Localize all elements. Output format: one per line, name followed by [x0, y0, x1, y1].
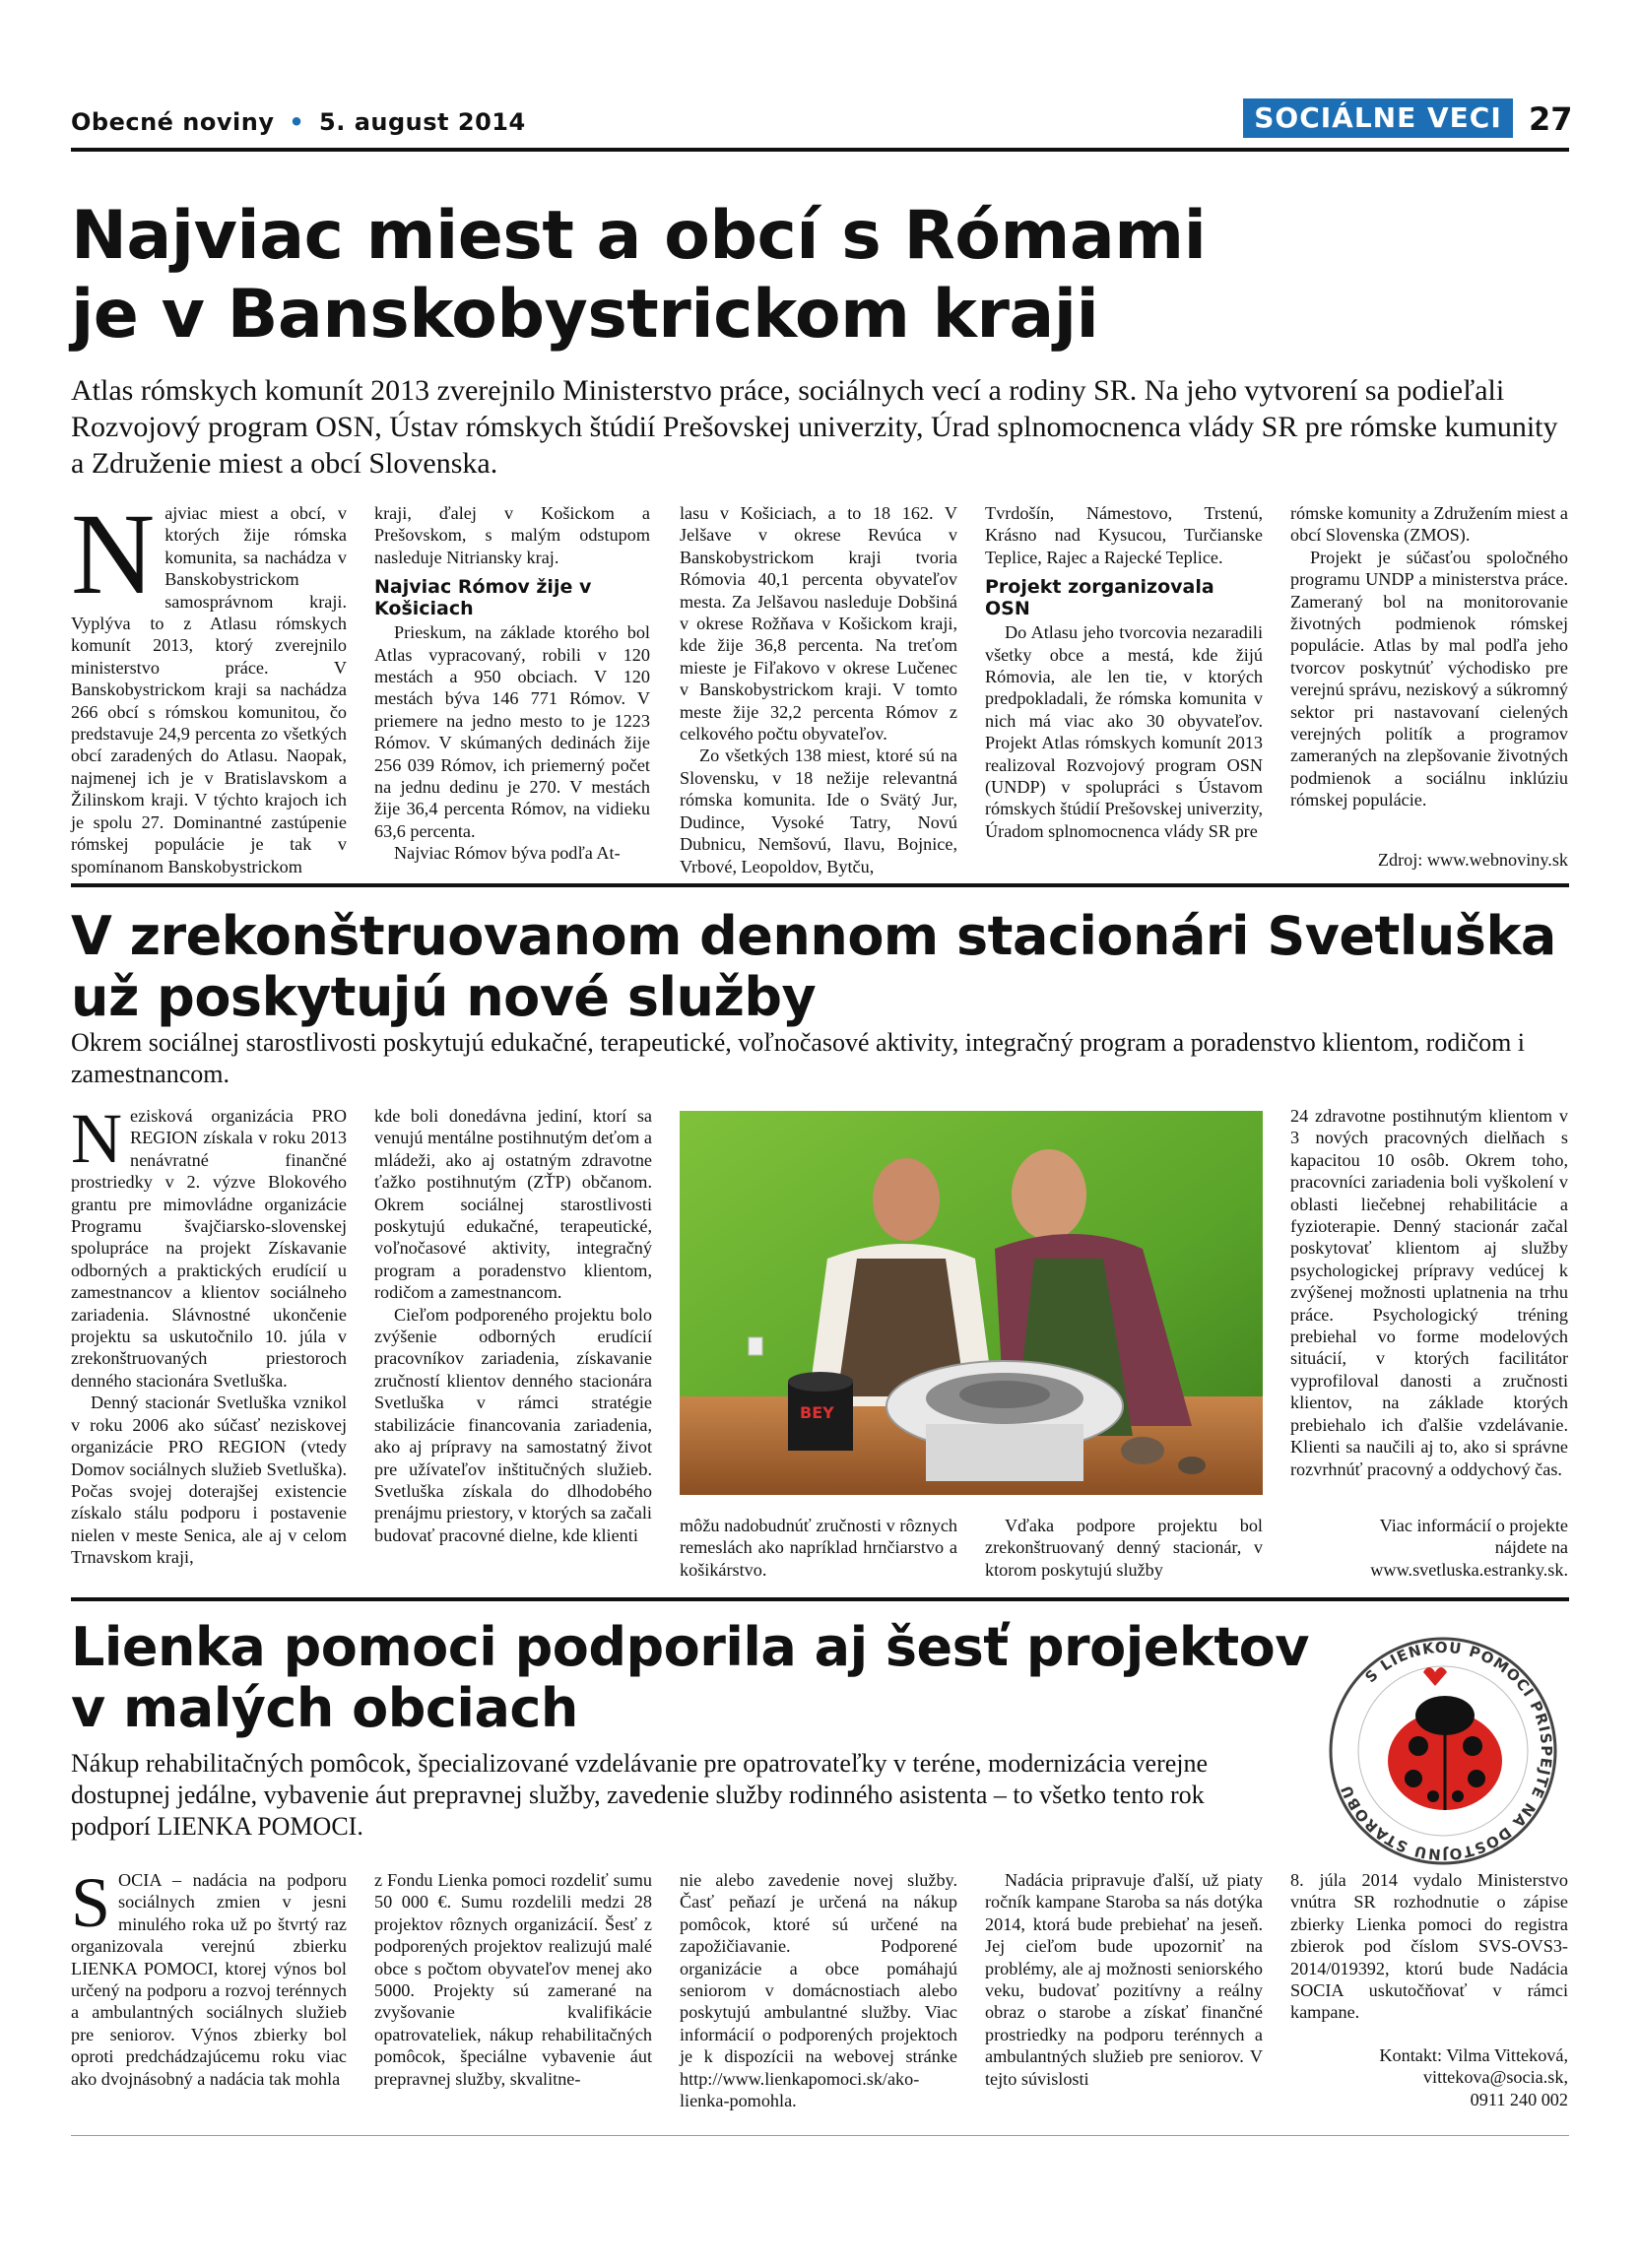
article3-deck: Nákup rehabilitačných pomôcok, špecializované vzdelávanie pre opatrovateľky v teréne, modernizácia verejne dostupnej jedálne, vybavenie áut prepravnej služby, zavedenie služby rodinného asistenta – to všetko tento rok podporí LIENKA POMOCI. [71, 1749, 1209, 1841]
article3-col3: nie alebo zavedenie novej služby. Časť peňazí je určená na nákup pomôcok, ktoré sú určené na zapožičiavanie. Podporené organizácie a obce pomáhajú seniorom v domácnostiach alebo poskytujú ambulantné služby. Viac informácií o podporených projektoch je k dispozícii na webovej stránke http://www.lienkapomoci.sk/ako-lienka-pomohla. [680, 1870, 957, 2111]
article1-col3: lasu v Košiciach, a to 18 162. V Jelšave v okrese Revúca v Banskobystrickom kraji tvoria Rómovia 40,1 percenta obyvateľov mesta. Za Jelšavou nasleduje Dobšiná v okrese Rožňava v Košickom kraji, kde žije 36,8 percenta. Na treťom mieste je Fiľakovo v okrese Lučenec v Banskobystrickom kraji. V tomto meste žije 32,2 percenta Rómov z celkového počtu obyvateľov. Zo všetkých 138 miest, ktoré sú na Slovensku, v 18 nežije relevantná rómska komunita. Ide o Svätý Jur, Dudince, Vysoké Tatry, Novú Dubnicu, Nemšovú, Ilavu, Bojnice, Vrbové, Leopoldov, Bytču, [680, 503, 957, 876]
article1-dropcap: N [71, 489, 156, 618]
section-badge [1243, 98, 1513, 138]
contact-phone: 0911 240 002 [1470, 2089, 1568, 2109]
article2-info: Viac informácií o projekte nájdete na www.svetluska.estranky.sk. [1290, 1515, 1568, 1581]
article3-title: Lienka pomoci podporila aj šesť projektov v malých obciach [71, 1616, 1309, 1739]
article1-subhead1: Najviac Rómov žije v Košiciach [374, 576, 592, 620]
article2-col5: 24 zdravotne postihnutým klientom v 3 nových pracovných dielňach s kapacitou 10 osôb. Okrem toho, pracovníci zariadenia boli vyškolení v oblasti liečebnej rehabilitácie a fyzioterapie. Denný stacionár začal poskytovať klientom aj služby psychologickej prípravy vedúcej k zvýšenej možnosti uplatnenia na trhu práce. Psychologický tréning prebiehal vo forme modelových situácií, v ktorých facilitátor vyprofiloval danosti a zručnosti klientov, na základe ktorých prebiehalo ich ďalšie vzdelávanie. Klienti sa naučili aj to, ako si správne rozvrhnúť pracovný a oddychový čas. [1290, 1106, 1568, 1479]
article1-bottom-rule [71, 883, 1569, 887]
article2-title: V zrekonštruovanom dennom stacionári Svetluška už poskytujú nové služby [71, 905, 1556, 1028]
article1-deck: Atlas rómskych komunít 2013 zverejnilo Ministerstvo práce, sociálnych vecí a rodiny SR. Na jeho vytvorení sa podieľali Rozvojový program OSN, Ústav rómskych štúdií Prešovskej univerzity, Úrad splnomocnenca vlády SR pre rómske kumunity a Združenie miest a obcí Slovenska. [71, 374, 1558, 480]
article2-deck: Okrem sociálnej starostlivosti poskytujú edukačné, terapeutické, voľnočasové aktivity, integračný program a poradenstvo klientom, rodičom i zamestnancom. [71, 1028, 1526, 1088]
issue-date: 5. august 2014 [319, 108, 526, 136]
article1-title: Najviac miest a obcí s Rómami je v Banskobystrickom kraji [71, 197, 1207, 354]
pottery-photo-graphic [680, 1111, 1263, 1495]
article3-dropcap: S [71, 1863, 111, 1942]
article2-bottom-rule [71, 1597, 1569, 1601]
article3-col1: S OCIA – nadácia na podporu sociálnych zmien v jesni minulého roka už po štvrtý raz organizovala verejnú zbierku LIENKA POMOCI, ktorej výnos bol určený na podporu a rozvoj terénnych a ambulantných sociálnych služieb pre seniorov. Výnos zbierky bol oproti predchádzajúcemu roku viac ako dvojnásobný a nadácia tak mohla [71, 1863, 347, 2089]
svetluska-link[interactable]: www.svetluska.estranky.sk. [1370, 1559, 1568, 1580]
pottery-photo [680, 1111, 1263, 1495]
article1-subhead2: Projekt zorganizovala OSN [985, 576, 1214, 620]
section-label: SOCIÁLNE VECI [1254, 101, 1502, 134]
page-number: 27 [1529, 100, 1573, 138]
contact-email[interactable]: vittekova@socia.sk, [1422, 2067, 1568, 2088]
bullet-icon: • [289, 108, 305, 136]
article1-source: Zdroj: www.webnoviny.sk [1377, 850, 1568, 870]
article1-col2: kraji, ďalej v Košickom a Prešovskom, s malým odstupom nasleduje Nitriansky kraj. Najviac Rómov žije v Košiciach Prieskum, na základe ktorého bol Atlas vypracovaný, robili v 120 mestách a 950 obciach. V 120 mestách býva 146 771 Rómov. V priemere na jedno mesto to je 1223 Rómov. V skúmaných dedinách žije 256 039 Rómov, ich priemerný počet na jednu dedinu je 270. V mestách žije 36,4 percenta Rómov, na vidieku 63,6 percenta. Najviac Rómov býva podľa At- [374, 503, 650, 864]
header-rule [71, 148, 1569, 152]
article1-col5: rómske komunity a Združením miest a obcí Slovenska (ZMOS). Projekt je súčasťou spoločného programu UNDP a ministerstva práce. Zameraný bol na monitorovanie životných podmienok rómskej populácie. Atlas by mal podľa jeho tvorcov poskytnúť východisko pre verejnú správu, neziskový a súkromný sektor pri nastavovaní cielených verejných politík a programov zameraných na zlepšovanie životných podmienok a sociálnu inklúziu rómskej populácie. [1290, 503, 1568, 810]
masthead [71, 108, 526, 136]
article3-col4: Nadácia pripravuje ďalší, už piaty ročník kampane Staroba sa nás dotýka 2014, ktorá bude prebiehať na jeseň. Jej cieľom bude upozorniť na problémy, ale aj možnosti seniorského veku, budovať pozitívny a reálny obraz o starobe a získať finančné prostriedky na podporu terénnych a ambulantných služieb pre seniorov. V tejto súvislosti [985, 1870, 1263, 2089]
article3-contact: Kontakt: Vilma Vitteková, vittekova@socia.sk, 0911 240 002 [1290, 2044, 1568, 2110]
ladybug-icon [1325, 1633, 1561, 1869]
footer-rule [71, 2135, 1569, 2136]
article3-col5: 8. júla 2014 vydalo Ministerstvo vnútra SR rozhodnutie o zápise zbierky Lienka pomoci do registra zbierok pod číslom SVS-OVS3-2014/019392, ktorú bude Nadácia SOCIA uskutočňovať v rámci kampane. [1290, 1870, 1568, 2023]
article2-col2: kde boli donedávna jediní, ktorí sa venujú mentálne postihnutým deťom a mládeži, ako aj ostatným zdravotne ťažko postihnutým (ZŤP) občanom. Okrem sociálnej starostlivosti poskytujú edukačné, terapeutické, voľnočasové aktivity, integračný program a poradenstvo klientom, rodičom a zamestnancom. Cieľom podporeného projektu bolo zvýšenie odborných erudícií pracovníkov zariadenia, získavanie zručností klientov denného stacionára Svetluška v rámci stratégie stabilizácie financovania zariadenia, ako aj prípravy na samostatný život pre užívateľov inštitučných služieb. Svetluška získala do dlhodobého prenájmu priestory, v ktorých sa začali budovať pracovné dielne, kde klienti [374, 1106, 652, 1545]
article1-col1: N ajviac miest a obcí, v ktorých žije rómska komunita, sa nachádza v Banskobystrickom samosprávnom kraji. Vyplýva to z Atlasu rómskych komunít 2013, ktorý zverejnilo ministerstvo práce. V Banskobystrickom kraji sa nachádza 266 obcí s rómskou komunitou, čo predstavuje 24,9 percenta zo všetkých obcí zaradených do Atlasu. Naopak, najmenej ich je v Bratislavskom a Žilinskom kraji. V týchto krajoch ich je spolu 27. Dominantné zastúpenie rómskej populácie je tak v spomínanom Banskobystrickom [71, 489, 347, 876]
paper-name: Obecné noviny [71, 108, 275, 136]
lienka-pomoci-logo [1325, 1633, 1561, 1869]
bucket-label: BEY [800, 1403, 834, 1422]
article2-dropcap: N [71, 1099, 122, 1178]
article1-col4: Tvrdošín, Námestovo, Trstenú, Krásno nad Kysucou, Turčianske Teplice, Rajec a Rajecké Teplice. Projekt zorganizovala OSN Do Atlasu jeho tvorcovia nezaradili všetky obce a mestá, kde žijú Rómovia, ale len tie, v ktorých predpokladali, že rómska komunita v nich má viac ako 30 obyvateľov. Projekt Atlas rómskych komunít 2013 realizoval Rozvojový program OSN (UNDP) v spolupráci s Ústavom rómskych štúdií Prešovskej univerzity, Úradom splnomocnenca vlády SR pre [985, 503, 1263, 841]
article2-col3: môžu nadobudnúť zručnosti v rôznych remeslách ako napríklad hrnčiarstvo a košikárstvo. [680, 1516, 957, 1580]
article3-col2: z Fondu Lienka pomoci rozdeliť sumu 50 000 €. Sumu rozdelili medzi 28 projektov rôznych organizácií. Šesť z podporených projektov realizujú malé obce s počtom obyvateľov menej ako 5000. Projekty sú zamerané na zvyšovanie kvalifikácie opatrovateliek, nákup rehabilitačných pomôcok, špeciálne vybavenie áut prepravnej služby, skvalitne- [374, 1870, 652, 2089]
article2-col1: N ezisková organizácia PRO REGION získala v roku 2013 nenávratné finančné prostriedky v 2. výzve Blokového grantu pre mimovládne organizácie Programu švajčiarsko-slovenskej spolupráce na projekt Získavanie odborných a praktických erudícií u zamestnancov a klientov sociálneho zariadenia. Slávnostné ukončenie projektu sa uskutočnilo 10. júla v zrekonštruovaných priestoroch denného stacionára Svetluška. Denný stacionár Svetluška vznikol v roku 2006 ako súčasť neziskovej organizácie PRO REGION (vtedy Domov sociálnych služieb Svetluška). Počas svojej doterajšej existencie získalo stálu podporu i postavenie nielen v meste Senica, ale aj v celom Trnavskom kraji, [71, 1099, 347, 1568]
svg-text:S LIENKOU POMOCI PRISPEJTE NA: S LIENKOU POMOCI PRISPEJTE NA DÔSTOJNÚ STAROBU [1337, 1638, 1556, 1864]
article2-col4: Vďaka podpore projektu bol zrekonštruovaný denný stacionár, v ktorom poskytujú služby [985, 1516, 1263, 1580]
